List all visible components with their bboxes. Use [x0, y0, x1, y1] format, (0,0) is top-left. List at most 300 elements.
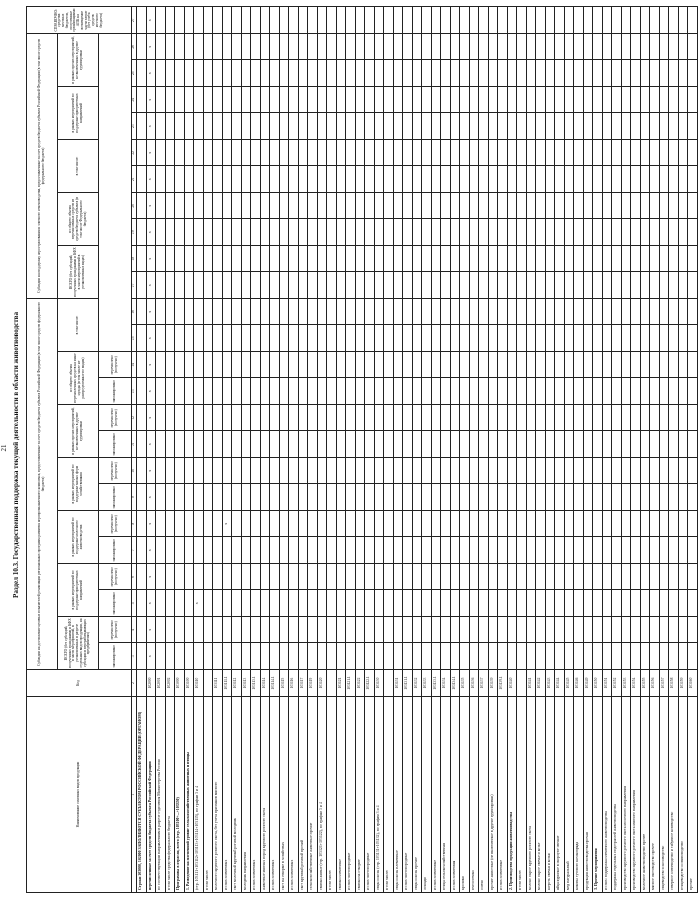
table-cell: [213, 298, 223, 325]
table-cell: [175, 245, 185, 272]
table-cell: [241, 60, 251, 87]
table-cell: [403, 378, 413, 405]
row-label: прочие: [688, 697, 698, 893]
table-cell: [469, 564, 479, 591]
table-cell: x: [146, 325, 156, 352]
table-cell: [184, 325, 194, 352]
table-cell: [156, 405, 166, 432]
table-cell: [669, 325, 679, 352]
table-cell: [688, 511, 698, 538]
row-code: 102000: [146, 670, 156, 697]
table-cell: [441, 458, 451, 485]
table-cell: [336, 564, 346, 591]
table-cell: [137, 511, 147, 538]
table-cell: [137, 643, 147, 670]
table-cell: [612, 431, 622, 458]
table-cell: [479, 484, 489, 511]
row-label: птица сельскохозяйственная: [441, 697, 451, 893]
table-cell: [469, 86, 479, 113]
table-cell: [251, 511, 261, 538]
table-cell: [175, 378, 185, 405]
table-cell: [156, 325, 166, 352]
table-cell: [241, 643, 251, 670]
table-cell: [498, 113, 508, 140]
table-cell: [393, 298, 403, 325]
table-cell: [412, 7, 422, 34]
table-cell: [165, 564, 175, 591]
table-row: [593, 7, 603, 893]
table-cell: [688, 139, 698, 166]
table-cell: [317, 298, 327, 325]
table-cell: [213, 405, 223, 432]
row-label: овцы и козы (стр. 103131+103132), по графам 3 и 4: [374, 697, 384, 893]
table-cell: [222, 7, 232, 34]
table-cell: [165, 352, 175, 379]
row-code: [327, 670, 337, 697]
row-label: в том числе:: [517, 697, 527, 893]
page-number: 21: [0, 444, 8, 452]
table-cell: [536, 537, 546, 564]
table-cell: [175, 298, 185, 325]
table-cell: [688, 33, 698, 60]
table-cell: [279, 166, 289, 193]
table-cell: [222, 405, 232, 432]
row-code: 103157: [659, 670, 669, 697]
table-cell: [441, 378, 451, 405]
table-cell: [279, 86, 289, 113]
table-cell: [279, 352, 289, 379]
table-cell: [498, 192, 508, 219]
table-cell: [222, 352, 232, 379]
table-cell: [488, 405, 498, 432]
table-cell: [251, 537, 261, 564]
table-cell: [678, 484, 688, 511]
table-cell: [640, 192, 650, 219]
table-cell: [460, 86, 470, 113]
table-cell: [393, 192, 403, 219]
table-cell: [564, 617, 574, 644]
table-cell: [441, 245, 451, 272]
table-cell: [640, 219, 650, 246]
table-cell: [165, 590, 175, 617]
table-cell: [621, 139, 631, 166]
table-cell: [488, 431, 498, 458]
table-cell: [640, 113, 650, 140]
table-cell: [279, 590, 289, 617]
table-cell: [317, 272, 327, 299]
table-cell: [165, 537, 175, 564]
table-cell: [175, 113, 185, 140]
row-code: [137, 670, 147, 697]
table-cell: [336, 537, 346, 564]
row-label: яйца куриные в скорлупе свежие: [555, 697, 565, 893]
row-code: 103134: [441, 670, 451, 697]
table-cell: [232, 511, 242, 538]
table-cell: [175, 617, 185, 644]
table-cell: [564, 166, 574, 193]
table-cell: [222, 113, 232, 140]
table-cell: x: [146, 590, 156, 617]
table-cell: [612, 86, 622, 113]
column-number: 4: [132, 617, 137, 644]
table-cell: [498, 166, 508, 193]
table-cell: [232, 7, 242, 34]
table-cell: [431, 113, 441, 140]
table-cell: [422, 484, 432, 511]
table-cell: [327, 166, 337, 193]
table-cell: [422, 405, 432, 432]
header-insure-2: в рамках прочих мероприятий, не включенных в другие группировки: [58, 33, 99, 86]
row-code: 102002: [165, 670, 175, 697]
table-cell: [165, 245, 175, 272]
table-cell: [317, 139, 327, 166]
table-cell: [175, 352, 185, 379]
table-cell: [526, 113, 536, 140]
table-cell: [194, 192, 204, 219]
table-cell: [536, 86, 546, 113]
table-row: [640, 7, 650, 893]
table-cell: [327, 298, 337, 325]
column-number: 22: [132, 139, 137, 166]
row-label: молочного крупного рогатого скота, без учета признаков мясного: [213, 697, 223, 893]
row-label: из них племенных: [251, 697, 261, 893]
table-cell: [498, 537, 508, 564]
table-cell: [460, 60, 470, 87]
table-cell: [422, 590, 432, 617]
table-cell: [279, 643, 289, 670]
table-body: [137, 7, 698, 893]
table-row: [412, 7, 422, 893]
row-label: скот молочный крупный рогатый молодняк: [232, 697, 242, 893]
table-cell: [393, 219, 403, 246]
table-cell: [555, 325, 565, 352]
table-cell: [479, 431, 489, 458]
table-cell: [564, 113, 574, 140]
table-cell: [631, 484, 641, 511]
table-cell: [203, 537, 213, 564]
row-code: [384, 670, 394, 697]
table-cell: [593, 590, 603, 617]
table-cell: [460, 325, 470, 352]
table-cell: [374, 113, 384, 140]
table-cell: [232, 537, 242, 564]
table-cell: [213, 484, 223, 511]
table-cell: [374, 617, 384, 644]
table-cell: [184, 511, 194, 538]
table-cell: [479, 511, 489, 538]
table-cell: [469, 60, 479, 87]
table-cell: [308, 431, 318, 458]
table-cell: [137, 60, 147, 87]
table-cell: [184, 564, 194, 591]
table-cell: [507, 192, 517, 219]
table-cell: [583, 590, 593, 617]
table-cell: [308, 113, 318, 140]
table-cell: [469, 139, 479, 166]
table-cell: [194, 219, 204, 246]
column-number: 18: [132, 245, 137, 272]
table-cell: [583, 643, 593, 670]
table-cell: [393, 245, 403, 272]
table-row: [317, 7, 327, 893]
row-label: из них племенные: [431, 697, 441, 893]
table-cell: [194, 325, 204, 352]
table-cell: [564, 458, 574, 485]
table-cell: [355, 325, 365, 352]
table-cell: [688, 192, 698, 219]
table-cell: [156, 617, 166, 644]
table-cell: [289, 564, 299, 591]
table-cell: [346, 60, 356, 87]
table-cell: [355, 192, 365, 219]
table-cell: [631, 139, 641, 166]
table-cell: [317, 617, 327, 644]
table-cell: [498, 458, 508, 485]
table-cell: [583, 272, 593, 299]
table-cell: [688, 537, 698, 564]
table-cell: [412, 431, 422, 458]
table-cell: [289, 458, 299, 485]
column-number: 17: [132, 272, 137, 299]
table-cell: [469, 298, 479, 325]
table-cell: [327, 378, 337, 405]
table-cell: [374, 511, 384, 538]
row-code: [203, 670, 213, 697]
table-cell: [346, 86, 356, 113]
table-cell: [355, 431, 365, 458]
table-cell: [137, 617, 147, 644]
row-label: овцеводство и козоводство: [659, 697, 669, 893]
table-cell: [308, 166, 318, 193]
table-cell: [270, 219, 280, 246]
table-cell: [194, 60, 204, 87]
table-cell: [393, 537, 403, 564]
table-cell: [422, 7, 432, 34]
table-cell: [374, 405, 384, 432]
table-cell: x: [146, 219, 156, 246]
table-cell: [631, 60, 641, 87]
table-cell: [222, 166, 232, 193]
table-cell: [308, 511, 318, 538]
row-label: птицеводство и свиноводство: [678, 697, 688, 893]
table-cell: [650, 60, 660, 87]
table-row: [555, 7, 565, 893]
table-cell: [298, 643, 308, 670]
table-cell: [384, 617, 394, 644]
table-cell: [365, 86, 375, 113]
table-cell: [574, 60, 584, 87]
table-cell: [545, 298, 555, 325]
row-code: 103114.1: [270, 670, 280, 697]
table-cell: [545, 484, 555, 511]
table-cell: [355, 378, 365, 405]
row-label: 3. Прочие мероприятия: [593, 697, 603, 893]
table-cell: [602, 617, 612, 644]
header-fed-total: ВСЕГО (без субсидий, полученных гражданами и КФХ в части мероприятий в установленных видах): [58, 245, 99, 298]
table-cell: [241, 352, 251, 379]
table-cell: [184, 272, 194, 299]
table-cell: [498, 617, 508, 644]
table-cell: [403, 590, 413, 617]
table-cell: [517, 511, 527, 538]
table-cell: [412, 60, 422, 87]
table-cell: [460, 272, 470, 299]
table-cell: [593, 458, 603, 485]
table-cell: [270, 33, 280, 60]
table-cell: [564, 405, 574, 432]
table-cell: [659, 511, 669, 538]
table-cell: [346, 564, 356, 591]
table-cell: [678, 7, 688, 34]
table-cell: [412, 139, 422, 166]
table-cell: [545, 113, 555, 140]
table-row: [517, 7, 527, 893]
table-cell: x: [146, 245, 156, 272]
table-cell: [156, 166, 166, 193]
table-cell: [593, 139, 603, 166]
table-cell: [640, 245, 650, 272]
table-cell: [631, 537, 641, 564]
table-cell: [289, 617, 299, 644]
table-cell: [336, 325, 346, 352]
table-cell: [270, 325, 280, 352]
table-cell: [631, 511, 641, 538]
table-cell: [374, 7, 384, 34]
table-cell: [213, 537, 223, 564]
table-cell: [536, 139, 546, 166]
row-label: Строки 103000, 102000 ЗАПОЛНЯЮТСЯ СУБЪЕКТОМ РОССИЙСКОЙ ФЕДЕРАЦИИ (ОРГАНОМ): [137, 697, 147, 893]
table-cell: [469, 537, 479, 564]
column-number: 21: [132, 166, 137, 193]
table-cell: [279, 431, 289, 458]
table-cell: [545, 617, 555, 644]
table-cell: [232, 484, 242, 511]
table-cell: [507, 352, 517, 379]
table-cell: [393, 458, 403, 485]
table-cell: [650, 458, 660, 485]
table-cell: [640, 166, 650, 193]
table-cell: [498, 298, 508, 325]
table-cell: [165, 60, 175, 87]
table-cell: [441, 272, 451, 299]
table-cell: [251, 7, 261, 34]
table-cell: [507, 617, 517, 644]
table-row: [659, 7, 669, 893]
table-cell: [327, 590, 337, 617]
table-cell: [669, 537, 679, 564]
table-cell: [194, 458, 204, 485]
table-cell: [517, 537, 527, 564]
table-cell: [308, 86, 318, 113]
table-cell: [308, 458, 318, 485]
table-cell: [336, 113, 346, 140]
table-cell: [441, 537, 451, 564]
table-cell: [298, 352, 308, 379]
table-cell: [251, 643, 261, 670]
table-cell: [631, 325, 641, 352]
table-cell: [488, 219, 498, 246]
table-cell: [526, 86, 536, 113]
table-cell: [536, 219, 546, 246]
table-cell: [488, 33, 498, 60]
table-cell: [355, 86, 365, 113]
table-cell: [365, 378, 375, 405]
table-cell: [403, 537, 413, 564]
table-cell: [184, 458, 194, 485]
table-cell: [165, 113, 175, 140]
table-cell: [241, 617, 251, 644]
table-cell: [327, 325, 337, 352]
table-cell: [336, 511, 346, 538]
table-cell: [555, 378, 565, 405]
table-cell: [602, 590, 612, 617]
table-cell: [308, 139, 318, 166]
table-cell: [650, 352, 660, 379]
header-leaf-planned: запланировано: [99, 537, 132, 564]
table-cell: [251, 352, 261, 379]
table-cell: [175, 219, 185, 246]
table-cell: [574, 245, 584, 272]
table-cell: [346, 33, 356, 60]
table-cell: [688, 484, 698, 511]
table-cell: [555, 484, 565, 511]
table-cell: [213, 564, 223, 591]
row-label: свиньи на откорме: [355, 697, 365, 893]
row-label: из них чистопородные: [365, 697, 375, 893]
table-cell: [631, 431, 641, 458]
table-cell: [184, 192, 194, 219]
table-cell: [602, 60, 612, 87]
table-cell: [336, 139, 346, 166]
table-cell: [308, 272, 318, 299]
row-label: из них племенных: [270, 697, 280, 893]
table-cell: [184, 245, 194, 272]
table-cell: [431, 458, 441, 485]
table-cell: [222, 60, 232, 87]
table-cell: [564, 564, 574, 591]
table-cell: [279, 564, 289, 591]
table-cell: [270, 431, 280, 458]
table-cell: [222, 564, 232, 591]
column-number: 3: [132, 643, 137, 670]
table-cell: [175, 405, 185, 432]
table-cell: [251, 325, 261, 352]
table-cell: [270, 643, 280, 670]
table-cell: [479, 192, 489, 219]
table-cell: [270, 458, 280, 485]
table-cell: [184, 405, 194, 432]
table-cell: [317, 219, 327, 246]
table-cell: [479, 86, 489, 113]
table-cell: [507, 431, 517, 458]
table-cell: [441, 60, 451, 87]
table-cell: [640, 139, 650, 166]
table-cell: [488, 113, 498, 140]
table-cell: [555, 352, 565, 379]
table-cell: [308, 405, 318, 432]
table-cell: [564, 33, 574, 60]
table-cell: [441, 325, 451, 352]
table-cell: [165, 511, 175, 538]
table-cell: [602, 431, 612, 458]
row-label: из них племенных: [222, 697, 232, 893]
table-cell: [469, 458, 479, 485]
table-cell: [612, 139, 622, 166]
table-cell: [422, 33, 432, 60]
table-cell: [260, 617, 270, 644]
table-cell: [640, 33, 650, 60]
table-cell: [365, 60, 375, 87]
